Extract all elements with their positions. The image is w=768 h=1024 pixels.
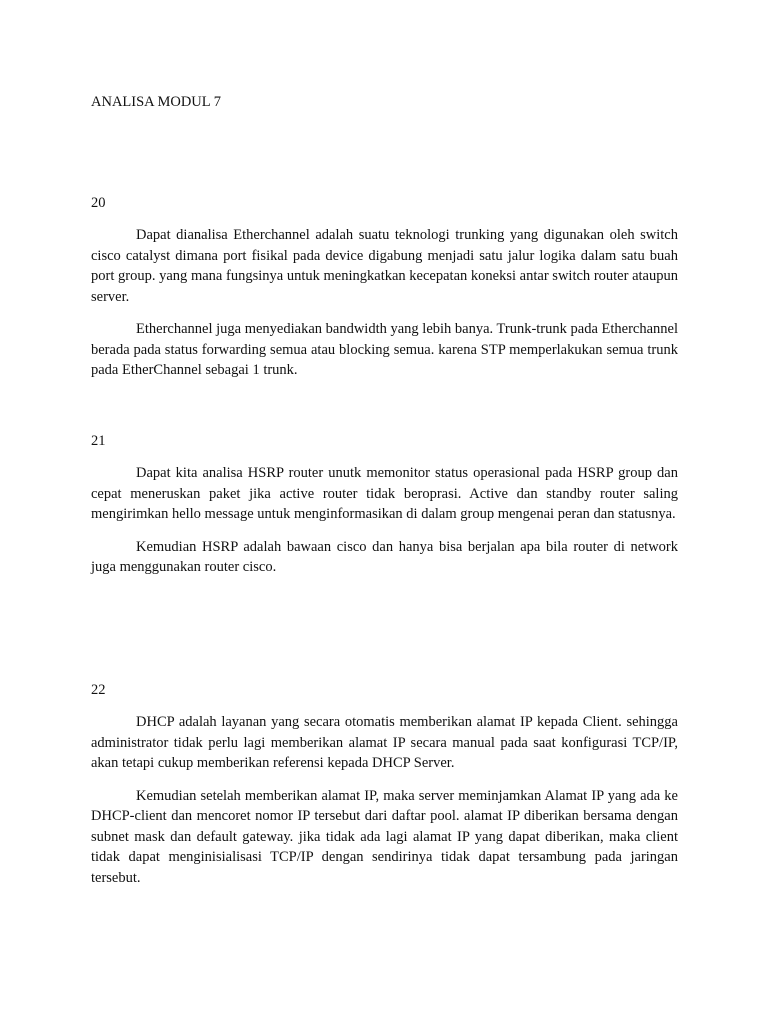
paragraph: Dapat kita analisa HSRP router unutk memonitor status operasional pada HSRP group dan cepat meneruskan paket jika active router tidak beroprasi. Active dan standby router saling mengirimkan hello message untuk menginformasikan di dalam group mengenai peran dan statusnya. bbox=[91, 465, 678, 522]
section-22 bbox=[91, 680, 678, 900]
paragraph: Dapat dianalisa Etherchannel adalah suatu teknologi trunking yang digunakan oleh switch cisco catalyst dimana port fisikal pada device digabung menjadi satu jalur logika dalam satu buah port group. yang mana fungsinya untuk meningkatkan kecepatan koneksi antar switch router ataupun server. bbox=[91, 227, 678, 305]
section-number: 22 bbox=[91, 682, 106, 698]
section-21 bbox=[91, 431, 678, 590]
paragraph: Kemudian setelah memberikan alamat IP, maka server meminjamkan Alamat IP yang ada ke DHCP-client dan mencoret nomor IP tersebut dari daftar pool. alamat IP diberikan bersama dengan subnet mask dan default gateway. jika tidak ada lagi alamat IP yang dapat diberikan, maka client tidak dapat menginisialisasi TCP/IP dengan sendirinya tidak dapat tersambung pada jaringan tersebut. bbox=[91, 787, 678, 886]
document-title: ANALISA MODUL 7 bbox=[91, 94, 221, 110]
section-20 bbox=[91, 193, 678, 393]
paragraph: DHCP adalah layanan yang secara otomatis memberikan alamat IP kepada Client. sehingga administrator tidak perlu lagi memberikan alamat IP secara manual pada saat konfigurasi TCP/IP, akan tetapi cukup memberikan referensi kepada DHCP Server. bbox=[91, 714, 678, 771]
section-number: 20 bbox=[91, 195, 106, 211]
paragraph: Kemudian HSRP adalah bawaan cisco dan hanya bisa berjalan apa bila router di network juga menggunakan router cisco. bbox=[91, 538, 678, 575]
paragraph: Etherchannel juga menyediakan bandwidth yang lebih banya. Trunk-trunk pada Etherchannel berada pada status forwarding semua atau blocking semua. karena STP memperlakukan semua trunk pada EtherChannel sebagai 1 trunk. bbox=[91, 321, 678, 378]
section-number: 21 bbox=[91, 433, 106, 449]
